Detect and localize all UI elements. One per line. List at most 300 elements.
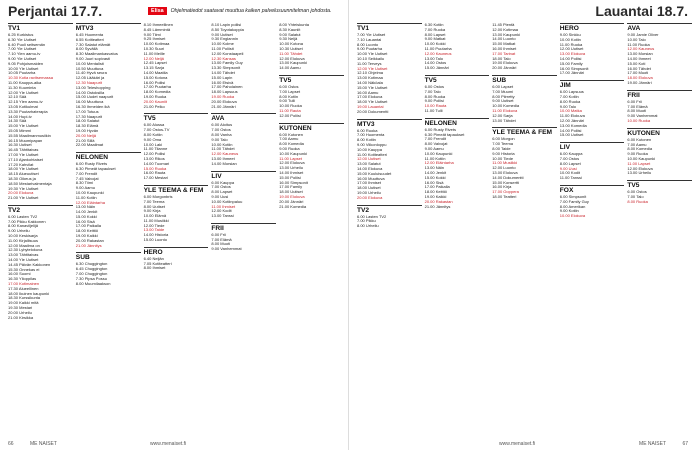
program-listing: 12.00 Poliisi [279, 112, 301, 118]
program-listing: 6.00 Kutonen [627, 136, 652, 142]
program-listing: 17.00 Mestari [143, 175, 168, 181]
program-listing: 7.00 Huomenta [357, 132, 385, 138]
program-listing: 11.00 Musiikki [492, 160, 518, 166]
program-listing: 11.00 Ruoka [627, 41, 650, 47]
channel-header: KUTONEN [279, 123, 344, 133]
program-listing: 10.00 Ruoka [279, 103, 302, 109]
program-listing: 11.00 Kauppa-aika [8, 79, 42, 85]
program-listing: 7.00 Ostos-TV [143, 127, 170, 133]
program-listing: 13.00 Teleshopping [75, 84, 111, 90]
program-listing: 17.00 Paholainen [211, 84, 243, 90]
program-listing: 14.00 Dokumentti [492, 174, 524, 180]
program-listing: 10.05 Puutarha [8, 70, 36, 76]
channel-header: LIV [560, 142, 625, 152]
program-listing: 14.00 Aamu [279, 65, 301, 71]
program-listing: 6.00 Frii [627, 98, 642, 104]
program-listing: 11.00 Kirjallisuus [8, 237, 38, 243]
program-listing: 13.00 Komedia [559, 122, 587, 128]
program-listing: 12.00 Eläintarha [75, 199, 105, 205]
program-listing: 7.45 Valvojat [75, 175, 99, 181]
program-listing: 10.00 Kolme [211, 41, 234, 47]
program-listing: 6.45 Chuggington [75, 266, 108, 272]
program-listing: 17.00 Puutarha [143, 84, 171, 90]
program-listing: 10.00 Kaupunki [75, 189, 104, 195]
program-listing: 14.00 Maatila [143, 69, 168, 75]
program-listing: 12.00 Luonto [492, 165, 516, 171]
program-listing: 11.00 Tulli [424, 107, 443, 113]
program-listing: 11.00 Meille [143, 50, 165, 56]
program-listing: 6.30 Yle Uutiset [8, 36, 37, 42]
channel-header: AVA [211, 113, 276, 123]
program-listing: 19.00 Ruoka [211, 93, 235, 99]
program-listing: 9.00 Talo [559, 103, 576, 109]
program-listing: 17.00 Family [279, 184, 303, 190]
program-listing: 11.00 Kotiin [75, 194, 97, 200]
program-listing: 12.00 Yle Uutiset [8, 89, 39, 95]
program-listing: 20.00 Elokuva [357, 194, 383, 200]
right-page [348, 0, 696, 450]
program-listing: 16.00 Tähdet [627, 65, 651, 71]
program-listing: 10.00 Mentalisti [75, 60, 104, 66]
program-listing: 7.00 Pikku Kakkonen [8, 218, 46, 224]
program-listing: 10.00 Komedia [492, 103, 520, 109]
program-listing: 9.30 Englannin [211, 36, 239, 42]
program-listing: 7.00 Family Guy [559, 198, 589, 204]
program-listing: 10.00 Laki [143, 141, 163, 147]
program-listing: 15.00 Kokki [75, 213, 97, 219]
program-listing: 6.00 Alussa [143, 122, 165, 128]
program-listing: 13.00 Elokuva [492, 169, 518, 175]
program-listing: 17.20 Kahvilat [8, 161, 34, 167]
program-listing: 8.30 Tiimi [75, 180, 93, 186]
program-listing: 6.30 Kotiin [424, 22, 444, 27]
program-listing: 11.00 Kotiteatteri [357, 151, 387, 157]
channel-header: TV1 [357, 23, 422, 33]
program-listing: 18.00 Ikuinen kaupunki [8, 290, 50, 296]
program-listing: 20.00 Kauniit [143, 98, 167, 104]
program-listing: 12.00 Eläintarha [424, 160, 454, 166]
program-listing: 6.00 Ruoka [357, 127, 378, 133]
channel-header: TV5 [425, 75, 490, 85]
program-listing: 6.40 Neljän [143, 255, 164, 261]
channel-header: FRII [627, 90, 692, 100]
program-listing: 20.00 Elokuva [8, 190, 34, 196]
left-column-4 [279, 23, 344, 431]
program-listing: 9.30 Neljä [279, 36, 298, 42]
program-listing: 10.00 Kotiinpaluu [211, 198, 243, 204]
program-listing: 7.30 Pipsa Possu [75, 275, 107, 281]
program-listing: 12.00 Elokuva [627, 165, 653, 171]
program-listing: 12.30 Lyhytelokuva [8, 247, 43, 253]
program-listing: 8.00 Uutiset [143, 203, 165, 209]
channel-header: NELONEN [76, 152, 141, 162]
program-listing: 8.00 Luonto [357, 41, 379, 47]
program-listing: 19.00 Lauantai [357, 103, 384, 109]
program-listing: 19.00 Kaikki [424, 193, 447, 199]
program-listing: 13.00 Tähtitaivas [8, 252, 39, 258]
program-listing: 6.30 Pimeät tapaukset [424, 131, 465, 137]
program-listing: 11.00 Rauta [279, 107, 301, 113]
program-listing: 13.05 Kotikulmat [8, 103, 38, 109]
program-listing: 13.15 Sarja [143, 65, 165, 71]
program-listing: 7.00 Chuggington [75, 271, 108, 277]
program-listing: 10.00 Yle Uutiset [8, 65, 39, 71]
channel-header: SUB [76, 252, 141, 262]
program-listing: 10.00 Tiede [492, 155, 514, 161]
program-listing: 15.00 Yle Uutiset [8, 123, 39, 129]
program-listing: 14.00 Poliisi [559, 55, 582, 61]
program-listing: 6.25 Kurkistus [8, 32, 34, 37]
program-listing: 9.00 Sinkku [559, 32, 581, 37]
right-column-0 [357, 23, 422, 431]
channel-header: TV2 [357, 205, 422, 215]
program-listing: 12.00 Poliisi [143, 151, 166, 157]
program-listing: 15.00 Matkat [492, 41, 516, 47]
program-listing: 6.00 Kauppa [559, 151, 583, 157]
program-listing: 6.00 Kutonen [279, 131, 303, 137]
program-listing: 7.00 Ostos [211, 127, 231, 133]
program-listing: 7.10 Lauantai [357, 36, 382, 42]
program-listing: 8.00 Vanha [211, 131, 232, 137]
program-listing: 8.00 Muoti [627, 108, 647, 114]
program-listing: 11.00 Tanssi [559, 175, 582, 181]
program-listing: 6.00 Morgon [492, 136, 515, 142]
program-listing: 15.00 Kuuluisuudet [357, 170, 392, 176]
program-listing: 16.45 Tähtitaivas [8, 147, 39, 153]
program-listing: 14.30 Sää [8, 118, 27, 124]
program-listing: 12.10 Ohjelma [357, 70, 384, 76]
program-listing: 10.00 Elokuva [559, 213, 586, 219]
right-page-number: 67 [682, 441, 688, 447]
program-listing: 6.00 Lapsuus [559, 89, 584, 95]
program-listing: 7.00 Teema [143, 198, 165, 204]
program-listing: 7.10 Ylen aamu-tv [8, 51, 41, 57]
program-listing: 16.00 Simpsonit [279, 179, 308, 185]
program-listing: 7.00 Elämä [211, 236, 232, 242]
program-listing: 14.00 Ostoksilla [75, 89, 105, 95]
program-listing: 20.00 Neljä [75, 132, 97, 138]
program-listing: 20.00 Rakastan [424, 198, 453, 204]
program-listing: 6.00 Ostos [424, 83, 444, 89]
program-listing: 17.00 Paikalla [424, 184, 450, 190]
program-listing: 19.00 Urheilu [357, 189, 381, 195]
program-listing: 19.00 Kaikki mitä [8, 300, 39, 306]
program-listing: 9.00 Kirja [143, 208, 161, 214]
program-listing: 8.30 Kauniit [279, 26, 301, 32]
channel-header: FOX [560, 185, 625, 195]
program-listing: 17.00 Jännäri [559, 70, 585, 76]
program-listing: 9.00 Jamie Oliver [627, 32, 659, 37]
program-listing: 8.00 Syvällä [75, 46, 98, 52]
ad-text: Ohjelmatiedot saatavat muuttua kaiken palvelusuunnitelman johdosta. [170, 7, 332, 14]
program-listing: 19.00 Hyvän [75, 127, 99, 133]
program-listing: 10.00 Yle Uutiset [357, 51, 388, 57]
program-listing: 8.00 Piirretty [492, 93, 515, 99]
program-listing: 18.30 Elämä [75, 123, 99, 129]
program-listing: 12.30 Naapurit [75, 79, 103, 85]
program-listing: 15.00 Luonto [143, 237, 167, 243]
program-listing: 14.00 Historia [143, 232, 169, 238]
program-listing: 8.10 Ihmeellinen [143, 22, 173, 27]
program-listing: 12.30 Kansas [211, 55, 236, 61]
program-listing: 12.15 Ylen aamu-tv [8, 99, 43, 105]
program-listing: 7.00 Frendit [424, 136, 446, 142]
program-listing: 20.00 Jännäri [279, 198, 304, 204]
program-listing: 16.00 Suomi [8, 271, 31, 277]
program-listing: 7.00 Ruoka [424, 26, 446, 32]
left-column-3 [211, 23, 276, 431]
program-listing: 9.00 Historia [492, 150, 515, 156]
program-listing: 7.00 Ostos [211, 184, 231, 190]
program-listing: 15.00 Uutiset [559, 132, 584, 138]
program-listing: 8.00 Komedia [627, 146, 653, 152]
program-listing: 15.30 Onnekas ei [8, 266, 40, 272]
program-listing: 10.00 Kaupunki [627, 155, 656, 161]
program-listing: 18.15 Alueuutiset [8, 171, 39, 177]
program-listing: 6.30 Chuggington [75, 261, 108, 267]
left-site: www.menaiset.fi [150, 441, 187, 447]
program-listing: 7.00 Teema [492, 141, 514, 147]
program-listing: 10.00 Kotiin [211, 141, 233, 147]
program-listing: 9.00 Salatut [279, 31, 301, 37]
program-listing: 7.00 Talo [627, 193, 644, 199]
program-listing: 16.30 Uutiset [8, 142, 32, 148]
program-listing: 15.00 Family [559, 60, 583, 66]
program-listing: 8.00 Ruoka [559, 98, 581, 104]
channel-header: LIV [211, 171, 276, 181]
program-listing: 17.00 Yle Uutiset [8, 151, 39, 157]
program-listing: 17.00 Kotimainen [8, 281, 40, 287]
program-listing: 11.00 Terveys [357, 60, 382, 66]
program-listing: 6.00 Morgonbris [143, 193, 173, 199]
program-listing: 14.00 Elokuva [357, 165, 383, 171]
program-listing: 17.00 Paikalla [75, 223, 101, 229]
channel-header: YLE TEEMA & FEM [492, 127, 557, 137]
program-listing: 16.15 Muumipapan [8, 137, 43, 143]
program-listing: 6.00 Ostos [279, 83, 299, 89]
program-listing: 18.00 Salatut [75, 118, 100, 124]
left-column-2 [144, 23, 209, 431]
program-listing: 6.45 Huomenta [75, 32, 104, 37]
program-listing: 21.00 Sillä [75, 137, 95, 143]
program-listing: 6.00 Kauppa [211, 179, 235, 185]
program-listing: 18.50 Mestarivalmentaja [8, 180, 52, 186]
program-listing: 13.00 Kaupunki [279, 60, 307, 66]
program-listing: 15.00 Konsertti [492, 179, 520, 185]
program-listing: 7.00 Elämä [627, 103, 648, 109]
program-listing: 12.00 Tiede [143, 222, 165, 228]
program-listing: 14.00 Tähdet [211, 69, 235, 75]
program-listing: 12.00 Neljä [143, 55, 164, 61]
left-columns [8, 23, 344, 431]
program-listing: 6.00 Simpsonit [559, 193, 587, 199]
program-listing: 9.00 Uutiset [492, 98, 514, 104]
program-listing: 9.00 Kotiin [559, 208, 579, 214]
program-listing: 8.00 Kotiin [143, 131, 163, 137]
program-listing: 11.30 Kuuminta [8, 84, 36, 90]
program-listing: 12.10 Sää [8, 94, 27, 100]
program-listing: 17.30 Alueellinen [8, 285, 39, 291]
program-listing: 18.00 Lapsuus [211, 89, 238, 95]
program-listing: 12.00 Uutiset [559, 46, 584, 52]
program-listing: 19.00 Ruoka [143, 93, 167, 99]
program-listing: 14.00 Poliisi [559, 127, 582, 133]
program-listing: 9.00 Vanhemmat [211, 246, 242, 252]
program-listing: 17.00 Ooppera [492, 189, 519, 195]
program-listing: 8.00 Valvojat [424, 141, 448, 147]
program-listing: 16.00 Muuttuva [357, 175, 385, 181]
program-listing: 15.00 Koti [627, 60, 646, 66]
program-listing: 18.00 Teatteri [492, 193, 517, 199]
program-listing: 11.00 Musiikki [143, 217, 169, 223]
program-listing: 11.00 Ruoka [559, 41, 583, 47]
program-listing: 14.00 Ostos [424, 60, 447, 66]
program-listing: 12.00 Elokuva [279, 160, 305, 166]
program-listing: 9.00 Poliisi [424, 98, 444, 104]
program-listing: 14.00 Hupi-tv [8, 113, 32, 119]
program-listing: 10.30 Uutiset [279, 45, 303, 51]
program-listing: 14.00 Ihmiset [279, 169, 304, 175]
program-listing: 10.00 Kotona [279, 41, 303, 47]
program-listing: 7.00 Aamu [279, 136, 299, 142]
ad-badge: Elisa [148, 7, 167, 15]
program-listing: 8.30 Maailmankasvatus [75, 51, 118, 57]
program-listing: 8.00 Lapset [424, 31, 446, 37]
program-listing: 8.00 Yhteiskunta [279, 22, 309, 27]
program-listing: 18.00 Yle Uutiset [357, 99, 388, 105]
program-listing: 9.00 Uusi [211, 193, 229, 199]
program-listing: 20.00 Jännäri [492, 65, 517, 71]
program-listing: 10.00 Ruoka [627, 117, 651, 123]
program-listing: 20.00 Dokumentti [357, 108, 389, 114]
program-listing: 9.00 Yle Uutiset [8, 55, 37, 61]
program-listing: 12.00 Uutiset [357, 156, 381, 162]
right-columns [357, 23, 692, 431]
program-listing: 8.00 Taide [492, 145, 511, 151]
program-listing: 19.00 Elokuva [492, 60, 518, 66]
program-listing: 17.10 Ajankohtaiset [8, 156, 43, 162]
program-listing: 18.00 Uutiset [357, 185, 381, 191]
program-listing: 22.00 Maailmat [75, 142, 104, 148]
program-listing: 18.00 Yle Uutiset [8, 166, 39, 172]
program-listing: 9.05 Pohjoismaiden [8, 60, 44, 66]
program-listing: 16.00 Sisä [424, 179, 444, 185]
program-listing: 12.00 Kotimaa [492, 26, 518, 32]
program-listing: 8.00 Amerikan [559, 203, 586, 209]
program-listing: 16.00 Poliisi [143, 79, 166, 85]
program-listing: 12.00 Kauneus [211, 151, 239, 157]
program-listing: 16.00 Sisä [75, 218, 95, 224]
channel-header: TV2 [8, 205, 73, 215]
program-listing: 8.00 Lapset [211, 189, 233, 195]
program-listing: 11.00 Lapset [279, 155, 303, 161]
program-listing: 9.00 Urheilu [8, 228, 30, 234]
program-listing: 6.00 Rusty Rivets [424, 126, 456, 132]
program-listing: 10.00 Keskisarja [8, 233, 38, 239]
program-listing: 18.00 Komedia [143, 89, 171, 95]
program-listing: 8.00 Kotiin [279, 93, 299, 99]
program-listing: 19.00 Jännäri [627, 79, 652, 85]
channel-header: AVA [627, 23, 692, 33]
program-listing: 10.00 Kotiin [559, 36, 581, 42]
program-listing: 12.00 Kauneus [424, 50, 452, 56]
program-listing: 11.00 Tähdet [211, 146, 235, 152]
program-listing: 13.30 Puutarhaterapia [8, 108, 48, 114]
program-listing: 10.30 Suuri [143, 45, 165, 51]
program-listing: 12.00 Maailma on [8, 242, 40, 248]
program-listing: 14.00 Tuomari [143, 160, 170, 166]
channel-header: TV5 [627, 180, 692, 190]
program-listing: 6.00 Ostos [627, 189, 647, 195]
program-listing: 9.00 Aamu [424, 145, 444, 151]
program-listing: 7.00 Muumi [492, 88, 514, 94]
right-column-4 [627, 23, 692, 431]
program-listing: 18.30 Oikeus ja [8, 175, 36, 181]
program-listing: 9.00 Vanhemmat [627, 113, 658, 119]
left-column-0 [8, 23, 73, 431]
program-listing: 16.00 Muuttuva [75, 99, 104, 105]
program-listing: 20.00 Rakastan [75, 237, 104, 243]
program-listing: 13.00 Näin [424, 165, 444, 171]
program-listing: 14.00 Näköala [357, 79, 383, 85]
program-listing: 9.00 Talo [211, 136, 228, 142]
program-listing: 9.00 Puutarha [357, 46, 383, 52]
program-listing: 13.00 Kotimaa [357, 75, 383, 81]
program-listing: 12.05 Lääkäri ja [75, 75, 105, 81]
program-listing: 10.00 Kaupunki [279, 150, 307, 156]
program-listing: 6.40 Puoli seitsemän [8, 41, 46, 47]
right-site: www.menaiset.fi [499, 441, 536, 447]
program-listing: 8.00 Ruoka [627, 198, 648, 204]
program-listing: 11.45 Pientä [492, 22, 515, 27]
program-listing: 16.00 Aamu [357, 89, 379, 95]
right-column-2 [492, 23, 557, 431]
program-listing: 10.00 Kauppa [357, 146, 382, 152]
channel-header: KUTONEN [627, 128, 692, 138]
program-listing: 6.00 Lasten TV2 [8, 213, 38, 219]
right-column-3 [560, 23, 625, 431]
program-listing: 11.00 Poliisit [211, 45, 234, 51]
program-listing: 16.00 Ihmiset [492, 45, 517, 51]
program-listing: 16.00 Simpsonit [559, 65, 589, 71]
channel-header: FRII [211, 223, 276, 233]
program-listing: 7.05 Kotiteatteri [143, 260, 172, 266]
channel-header: TV1 [8, 23, 73, 33]
program-listing: 9.00 Ruoka [627, 151, 648, 157]
program-listing: 10.00 Kodit [559, 170, 581, 176]
program-listing: 11.00 Ihmiset [211, 203, 236, 209]
program-listing: 12.00 Kauneus [627, 46, 655, 52]
channel-header: JIM [560, 80, 625, 90]
channel-header: HERO [560, 23, 625, 33]
program-listing: 14.00 Jenkit [75, 209, 98, 215]
program-listing: 15.00 Kokki [424, 174, 446, 180]
program-listing: 11.00 Puutarha [424, 45, 452, 51]
program-listing: 12.00 Jännäri [559, 117, 585, 123]
channel-header: HERO [144, 247, 209, 257]
program-listing: 7.00 Kotiin [559, 93, 579, 99]
program-listing: 21.00 Jännitys [424, 203, 451, 209]
program-listing: 21.00 Yle Uutiset [8, 195, 39, 201]
program-listing: 15.00 Yle Uutiset [357, 84, 388, 90]
program-listing: 13.00 Elokuva [559, 51, 586, 57]
program-listing: 21.00 Komedia [279, 203, 307, 209]
program-listing: 17.00 Elokuva [357, 94, 383, 100]
program-listing: 18.00 Uutiset [279, 189, 303, 195]
program-listing: 19.00 Elokuva [279, 193, 305, 199]
program-listing: 6.00 Rusty Rivets [75, 161, 108, 167]
program-listing: 9.00 Uutiset [211, 31, 233, 37]
